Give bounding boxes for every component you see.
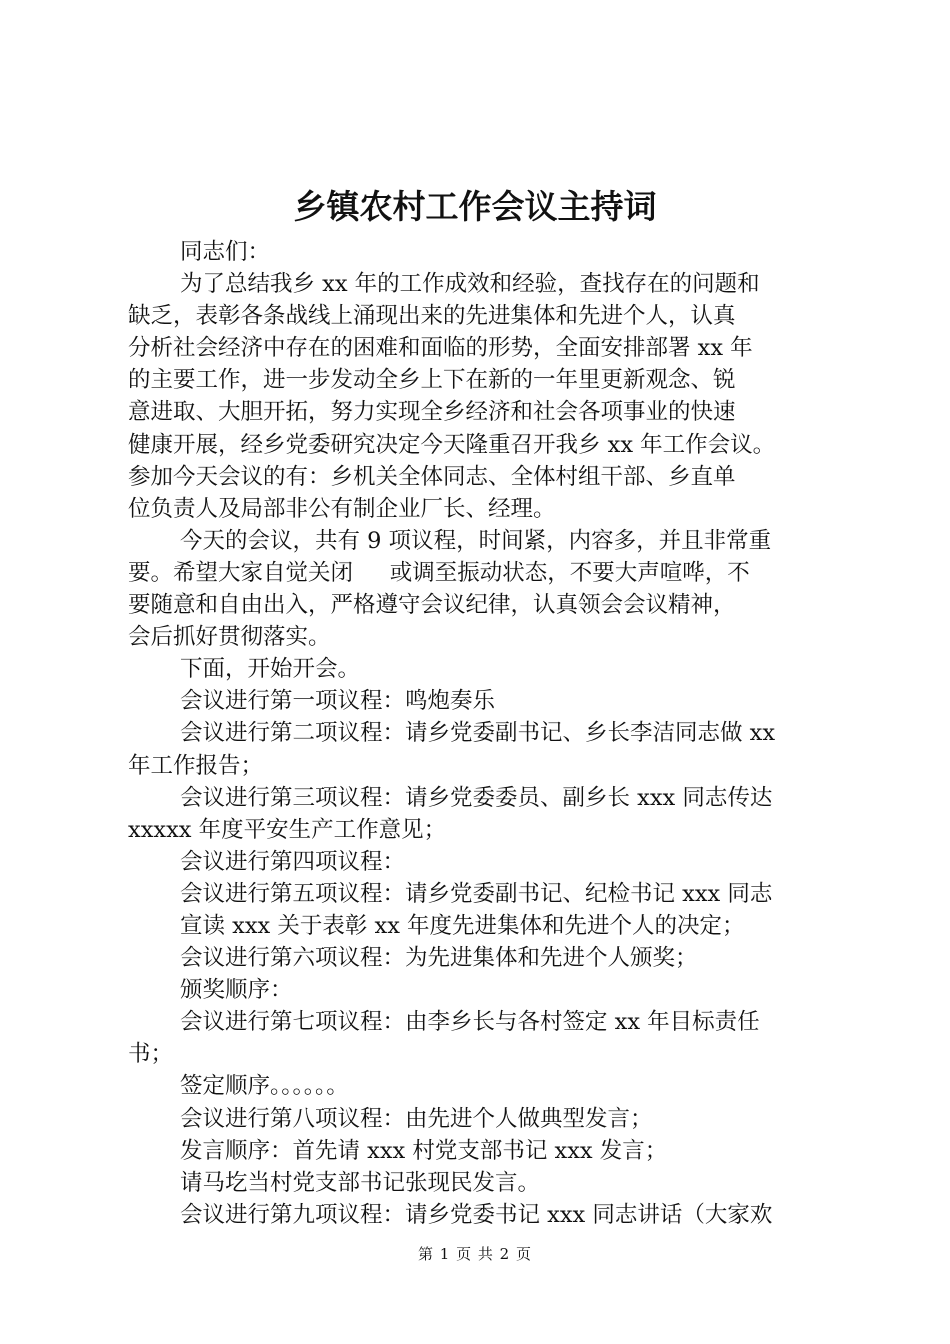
line-text: 书； (128, 1041, 174, 1068)
line-text: xxxxx 年度平安生产工作意见； (128, 816, 447, 843)
paragraph-line (128, 300, 838, 332)
line-text: 会议进行第三项议程：请乡党委委员、副乡长 xxx 同志传达 (180, 784, 773, 811)
line-text: 签定顺序。。。。。。 (180, 1073, 349, 1100)
paragraph-line (128, 621, 838, 653)
paragraph-line (128, 910, 838, 942)
paragraph-line (128, 236, 838, 268)
line-text: 会议进行第四项议程： (180, 848, 406, 875)
paragraph-line (128, 525, 838, 557)
paragraph-line (128, 396, 838, 428)
document-body (128, 236, 838, 1231)
paragraph-line (128, 717, 838, 749)
paragraph-line (128, 974, 838, 1006)
paragraph-line (128, 268, 838, 300)
line-text: 会议进行第一项议程：鸣炮奏乐 (180, 688, 496, 715)
line-text: 同志们： (180, 239, 271, 265)
line-text: 健康开展，经乡党委研究决定今天隆重召开我乡 xx 年工作会议。 (128, 431, 776, 458)
paragraph-line (128, 653, 838, 685)
line-text: 分析社会经济中存在的困难和面临的形势，全面安排部署 xx 年 (128, 335, 753, 362)
line-text: 位负责人及局部非公有制企业厂长、经理。 (128, 495, 556, 522)
paragraph-line (128, 814, 838, 846)
paragraph-line (128, 782, 838, 814)
line-text: 为了总结我乡 xx 年的工作成效和经验，查找存在的问题和 (180, 271, 760, 298)
paragraph-line (128, 685, 838, 717)
paragraph-line (128, 1006, 838, 1038)
paragraph-line (128, 557, 838, 589)
line-text: 缺乏，表彰各条战线上涌现出来的先进集体和先进个人，认真 (128, 303, 736, 330)
paragraph-line (128, 1167, 838, 1199)
line-text: 会议进行第二项议程：请乡党委副书记、乡长李洁同志做 xx (180, 720, 776, 747)
paragraph-line (128, 1199, 838, 1231)
paragraph-line (128, 1135, 838, 1167)
line-text: 要随意和自由出入，严格遵守会议纪律，认真领会会议精神， (128, 592, 736, 619)
line-text: 会议进行第九项议程：请乡党委书记 xxx 同志讲话（大家欢 (180, 1201, 773, 1228)
line-text: 会议进行第八项议程：由先进个人做典型发言； (180, 1105, 653, 1132)
paragraph-line (128, 332, 838, 364)
paragraph-line (128, 461, 838, 493)
line-text: 会后抓好贯彻落实。 (128, 624, 331, 651)
line-text: 参加今天会议的有：乡机关全体同志、全体村组干部、乡直单 (128, 463, 736, 490)
line-text: 会议进行第六项议程：为先进集体和先进个人颁奖； (180, 945, 698, 972)
paragraph-line (128, 589, 838, 621)
line-text: 请马圪当村党支部书记张现民发言。 (180, 1169, 541, 1196)
document-title: 乡镇农村工作会议主持词 (293, 187, 657, 226)
line-text: 下面，开始开会。 (180, 656, 361, 683)
line-text: 颁奖顺序： (180, 977, 293, 1004)
line-text: 会议进行第七项议程：由李乡长与各村签定 xx 年目标责任 (180, 1009, 760, 1036)
paragraph-line (128, 878, 838, 910)
line-text: 发言顺序：首先请 xxx 村党支部书记 xxx 发言； (180, 1137, 668, 1164)
line-text: 意进取、大胆开拓，努力实现全乡经济和社会各项事业的快速 (128, 399, 736, 426)
paragraph-line (128, 1038, 838, 1070)
line-text: 的主要工作，进一步发动全乡上下在新的一年里更新观念、锐 (128, 367, 736, 394)
paragraph-line (128, 846, 838, 878)
paragraph-line (128, 942, 838, 974)
paragraph-line (128, 429, 838, 461)
paragraph-line (128, 1070, 838, 1102)
line-text: 今天的会议，共有 9 项议程，时间紧，内容多，并且非常重 (180, 527, 772, 554)
line-text: 要。希望大家自觉关闭 或调至振动状态，不要大声喧哗，不 (128, 559, 750, 586)
paragraph-line (128, 1103, 838, 1135)
line-text: 年工作报告； (128, 752, 264, 779)
line-text: 宣读 xxx 关于表彰 xx 年度先进集体和先进个人的决定； (180, 912, 745, 939)
paragraph-line (128, 364, 838, 396)
paragraph-line (128, 493, 838, 525)
line-text: 会议进行第五项议程：请乡党委副书记、纪检书记 xxx 同志 (180, 880, 773, 907)
paragraph-line (128, 750, 838, 782)
page-footer: 第 1 页 共 2 页 (418, 1245, 532, 1263)
